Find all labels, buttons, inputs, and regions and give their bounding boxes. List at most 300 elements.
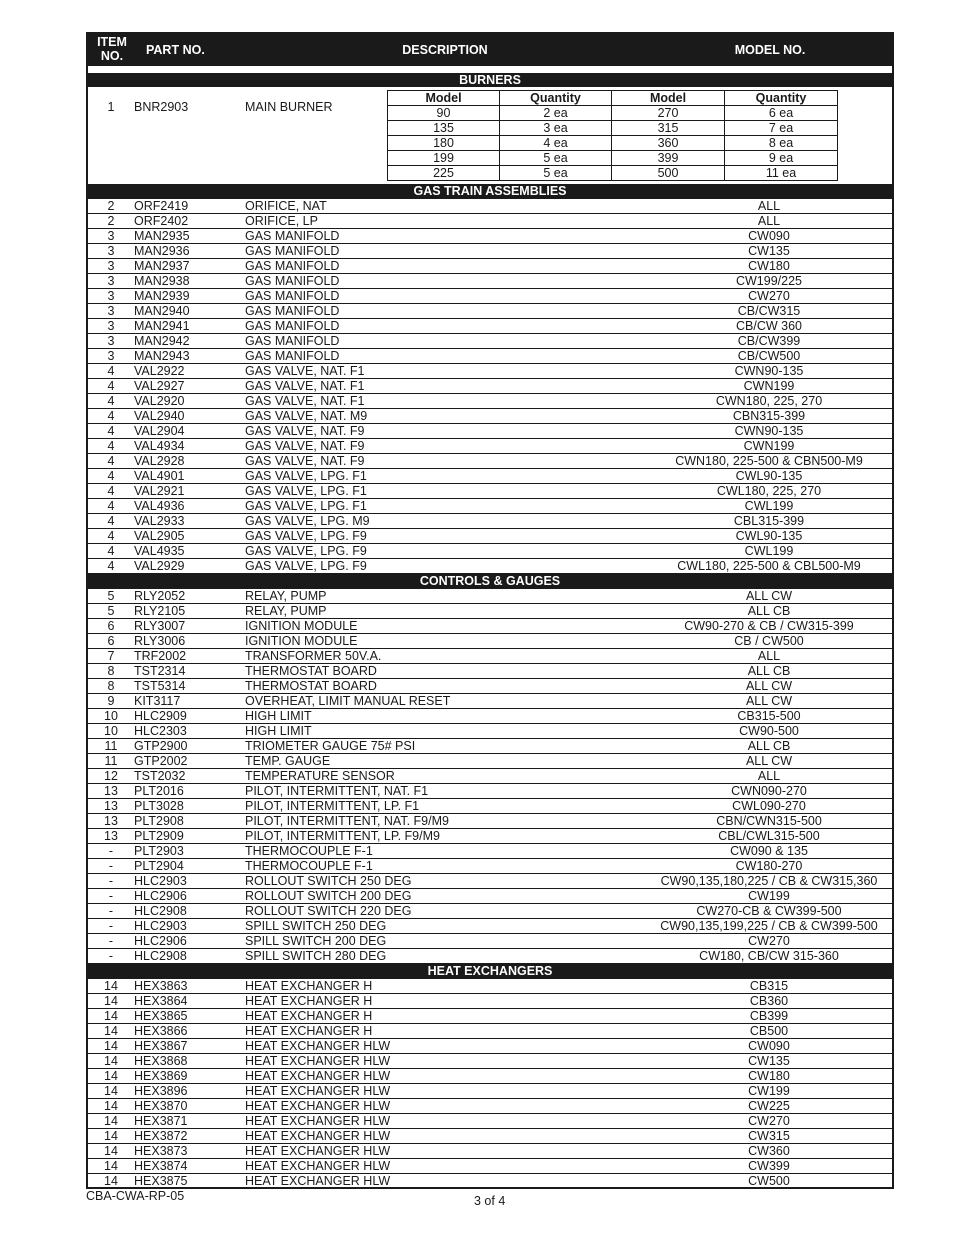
description: OVERHEAT, LIMIT MANUAL RESET <box>245 694 451 708</box>
table-row <box>88 649 892 664</box>
burner-table-row <box>388 166 838 181</box>
description: HEAT EXCHANGER H <box>245 1009 373 1023</box>
description: ORIFICE, LP <box>245 214 318 228</box>
description: THERMOSTAT BOARD <box>245 664 377 678</box>
item-no: 11 <box>104 739 118 753</box>
description: TRANSFORMER 50V.A. <box>245 649 382 663</box>
part-no: VAL2933 <box>134 514 185 528</box>
burner-table-row <box>388 106 838 121</box>
description: HEAT EXCHANGER HLW <box>245 1069 391 1083</box>
table-row <box>88 319 892 334</box>
item-no: - <box>108 919 114 933</box>
item-no: 14 <box>104 979 118 993</box>
part-no: HEX3868 <box>134 1054 188 1068</box>
burner-table-row <box>388 151 838 166</box>
part-no: TST2032 <box>134 769 186 783</box>
model-no: CWL199 <box>744 499 794 513</box>
table-row <box>88 799 892 814</box>
document-id: CBA-CWA-RP-05 <box>86 1189 185 1203</box>
part-no: HEX3896 <box>134 1084 188 1098</box>
part-no: PLT2908 <box>134 814 184 828</box>
table-row <box>88 844 892 859</box>
table-row <box>88 274 892 289</box>
table-row <box>88 214 892 229</box>
item-no: 8 <box>107 664 115 678</box>
item-no: 4 <box>107 424 115 438</box>
table-row <box>88 379 892 394</box>
description: PILOT, INTERMITTENT, NAT. F9/M9 <box>245 814 449 828</box>
description: HIGH LIMIT <box>245 709 312 723</box>
item-no: 14 <box>104 1024 118 1038</box>
description: THERMOSTAT BOARD <box>245 679 377 693</box>
model-no: CBL315-399 <box>733 514 805 528</box>
table-row <box>88 634 892 649</box>
part-no: HLC2906 <box>134 889 187 903</box>
part-no: VAL2922 <box>134 364 185 378</box>
burner-table-cell: 360 <box>612 136 725 151</box>
item-no: 13 <box>104 829 118 843</box>
model-no: ALL CB <box>747 664 791 678</box>
model-no: CW180-270 <box>735 859 803 873</box>
item-no: - <box>108 949 114 963</box>
part-no: MAN2937 <box>134 259 190 273</box>
item-no: 4 <box>107 544 115 558</box>
burner-table-cell: 9 ea <box>725 151 838 166</box>
item-no: 3 <box>107 229 115 243</box>
item-no: 2 <box>107 199 115 213</box>
description: PILOT, INTERMITTENT, LP. F1 <box>245 799 420 813</box>
model-no: CW090 & 135 <box>730 844 808 858</box>
model-no: CWL90-135 <box>735 529 803 543</box>
page-number: 3 of 4 <box>474 1194 506 1208</box>
description: GAS MANIFOLD <box>245 274 340 288</box>
item-no: 3 <box>107 274 115 288</box>
table-row <box>88 754 892 769</box>
part-no: HLC2909 <box>134 709 187 723</box>
description: GAS VALVE, NAT. F9 <box>245 439 365 453</box>
model-no: CW180 <box>748 1069 790 1083</box>
table-row <box>88 829 892 844</box>
section-title: CONTROLS & GAUGES <box>88 574 892 589</box>
part-no: PLT2016 <box>134 784 184 798</box>
table-row <box>88 589 892 604</box>
description: TRIOMETER GAUGE 75# PSI <box>245 739 416 753</box>
part-no: VAL2929 <box>134 559 185 573</box>
table-row <box>88 1039 892 1054</box>
table-row <box>88 1099 892 1114</box>
item-no: 14 <box>104 1039 118 1053</box>
description: HEAT EXCHANGER HLW <box>245 1129 391 1143</box>
part-no: MAN2942 <box>134 334 190 348</box>
item-no: 3 <box>107 244 115 258</box>
model-no: CWN199 <box>743 439 795 453</box>
description: GAS VALVE, LPG. F1 <box>245 484 367 498</box>
description: ROLLOUT SWITCH 200 DEG <box>245 889 412 903</box>
description: HEAT EXCHANGER HLW <box>245 1039 391 1053</box>
item-no: 4 <box>107 439 115 453</box>
burner-table-cell: 315 <box>612 121 725 136</box>
table-row <box>88 529 892 544</box>
item-no: 4 <box>107 364 115 378</box>
table-row <box>88 1054 892 1069</box>
part-no: TST2314 <box>134 664 186 678</box>
part-no: VAL2928 <box>134 454 185 468</box>
description: TEMP. GAUGE <box>245 754 331 768</box>
item-no: 7 <box>107 649 115 663</box>
table-row <box>88 904 892 919</box>
part-no: MAN2935 <box>134 229 190 243</box>
description: GAS MANIFOLD <box>245 289 340 303</box>
model-no: ALL <box>757 769 781 783</box>
model-no: CBN315-399 <box>732 409 806 423</box>
table-header <box>88 34 892 66</box>
burner-table-header: Quantity <box>725 91 838 106</box>
table-row <box>88 559 892 574</box>
description: GAS VALVE, LPG. F9 <box>245 529 367 543</box>
section-title-burners: BURNERS <box>88 73 892 87</box>
description: HEAT EXCHANGER HLW <box>245 1159 391 1173</box>
item-no: 4 <box>107 514 115 528</box>
table-row <box>88 859 892 874</box>
description: HEAT EXCHANGER H <box>245 1024 373 1038</box>
part-no: PLT2909 <box>134 829 184 843</box>
table-row <box>88 544 892 559</box>
item-no: 14 <box>104 994 118 1008</box>
table-row <box>88 994 892 1009</box>
description: PILOT, INTERMITTENT, NAT. F1 <box>245 784 429 798</box>
burner-table-cell: 180 <box>388 136 500 151</box>
description: GAS MANIFOLD <box>245 304 340 318</box>
table-row <box>88 499 892 514</box>
model-no: CB315-500 <box>737 709 801 723</box>
description: SPILL SWITCH 280 DEG <box>245 949 387 963</box>
item-no: 3 <box>107 349 115 363</box>
part-no: VAL4936 <box>134 499 185 513</box>
item-no: 4 <box>107 394 115 408</box>
description: GAS VALVE, NAT. F1 <box>245 394 365 408</box>
model-no: CWL199 <box>744 544 794 558</box>
model-no: CW90,135,199,225 / CB & CW399-500 <box>660 919 878 933</box>
burner-table-cell: 135 <box>388 121 500 136</box>
model-no: CB500 <box>749 1024 789 1038</box>
model-no: CW399 <box>748 1159 790 1173</box>
table-row <box>88 769 892 784</box>
model-no: CW135 <box>748 1054 790 1068</box>
model-no: CB315 <box>749 979 789 993</box>
table-row <box>88 724 892 739</box>
burner-table-cell: 4 ea <box>500 136 612 151</box>
item-no: 8 <box>107 679 115 693</box>
section-title: HEAT EXCHANGERS <box>88 964 892 979</box>
part-no: VAL2921 <box>134 484 185 498</box>
description: GAS MANIFOLD <box>245 319 340 333</box>
model-no: CW500 <box>748 1174 790 1188</box>
model-no: CB/CW 360 <box>736 319 802 333</box>
part-no: MAN2938 <box>134 274 190 288</box>
part-no: HEX3873 <box>134 1144 188 1158</box>
model-no: CW199 <box>748 1084 790 1098</box>
item-no: 12 <box>104 769 118 783</box>
part-no: HLC2908 <box>134 949 187 963</box>
header-item-no: ITEM NO. <box>97 35 127 63</box>
table-row <box>88 244 892 259</box>
model-no: CW90-500 <box>739 724 799 738</box>
burner-description: MAIN BURNER <box>245 100 333 114</box>
part-no: VAL4934 <box>134 439 185 453</box>
table-row <box>88 334 892 349</box>
part-no: RLY2052 <box>134 589 186 603</box>
table-row <box>88 289 892 304</box>
description: TEMPERATURE SENSOR <box>245 769 395 783</box>
table-row <box>88 739 892 754</box>
part-no: VAL2920 <box>134 394 185 408</box>
item-no: 4 <box>107 469 115 483</box>
table-row <box>88 1069 892 1084</box>
item-no: 14 <box>104 1054 118 1068</box>
table-row <box>88 469 892 484</box>
table-row <box>88 679 892 694</box>
description: GAS VALVE, NAT. F1 <box>245 379 365 393</box>
item-no: 9 <box>107 694 115 708</box>
description: THERMOCOUPLE F-1 <box>245 859 373 873</box>
burner-table-cell: 3 ea <box>500 121 612 136</box>
model-no: CW270 <box>748 1114 790 1128</box>
model-no: ALL CW <box>745 754 793 768</box>
table-row <box>88 514 892 529</box>
model-no: CWN199 <box>743 379 795 393</box>
description: HEAT EXCHANGER H <box>245 994 373 1008</box>
model-no: CB/CW315 <box>737 304 801 318</box>
model-no: CW225 <box>748 1099 790 1113</box>
model-no: CW090 <box>748 1039 790 1053</box>
part-no: RLY2105 <box>134 604 186 618</box>
table-row <box>88 1024 892 1039</box>
header-description: DESCRIPTION <box>402 43 488 57</box>
part-no: VAL2904 <box>134 424 185 438</box>
item-no: 10 <box>104 724 118 738</box>
burner-table-cell: 500 <box>612 166 725 181</box>
table-row <box>88 709 892 724</box>
burner-item-no: 1 <box>107 100 115 114</box>
description: GAS MANIFOLD <box>245 259 340 273</box>
description: HEAT EXCHANGER H <box>245 979 373 993</box>
part-no: VAL2927 <box>134 379 185 393</box>
part-no: GTP2900 <box>134 739 188 753</box>
part-no: PLT3028 <box>134 799 184 813</box>
item-no: 4 <box>107 529 115 543</box>
part-no: HEX3870 <box>134 1099 188 1113</box>
model-no: ALL CW <box>745 694 793 708</box>
burner-table-cell: 399 <box>612 151 725 166</box>
model-no: ALL <box>757 649 781 663</box>
item-no: 4 <box>107 484 115 498</box>
item-no: 3 <box>107 304 115 318</box>
description: GAS MANIFOLD <box>245 334 340 348</box>
description: IGNITION MODULE <box>245 634 358 648</box>
item-no: 14 <box>104 1114 118 1128</box>
header-part-no: PART NO. <box>146 43 205 57</box>
model-no: ALL <box>757 214 781 228</box>
description: GAS VALVE, LPG. F9 <box>245 559 367 573</box>
part-no: VAL2905 <box>134 529 185 543</box>
item-no: 4 <box>107 409 115 423</box>
table-row <box>88 934 892 949</box>
header-model-no: MODEL NO. <box>734 43 806 57</box>
description: THERMOCOUPLE F-1 <box>245 844 373 858</box>
part-no: HEX3865 <box>134 1009 188 1023</box>
part-no: HLC2903 <box>134 919 187 933</box>
table-row <box>88 364 892 379</box>
table-row <box>88 199 892 214</box>
model-no: CW90,135,180,225 / CB & CW315,360 <box>660 874 878 888</box>
description: HEAT EXCHANGER HLW <box>245 1174 391 1188</box>
model-no: CWL180, 225-500 & CBL500-M9 <box>677 559 861 573</box>
item-no: 13 <box>104 799 118 813</box>
model-no: ALL CB <box>747 739 791 753</box>
description: GAS VALVE, NAT. M9 <box>245 409 368 423</box>
model-no: CW270 <box>748 289 790 303</box>
description: GAS VALVE, NAT. F1 <box>245 364 365 378</box>
model-no: CWN180, 225-500 & CBN500-M9 <box>675 454 863 468</box>
part-no: VAL2940 <box>134 409 185 423</box>
table-row <box>88 1084 892 1099</box>
table-row <box>88 424 892 439</box>
model-no: CW90-270 & CB / CW315-399 <box>684 619 854 633</box>
part-no: ORF2419 <box>134 199 189 213</box>
description: GAS VALVE, LPG. M9 <box>245 514 370 528</box>
model-no: CB360 <box>749 994 789 1008</box>
part-no: HEX3875 <box>134 1174 188 1188</box>
part-no: HLC2908 <box>134 904 187 918</box>
burner-table-cell: 5 ea <box>500 151 612 166</box>
item-no: 3 <box>107 259 115 273</box>
model-no: CWN090-270 <box>731 784 807 798</box>
burner-table-row <box>388 121 838 136</box>
description: GAS VALVE, NAT. F9 <box>245 424 365 438</box>
part-no: MAN2941 <box>134 319 190 333</box>
description: ROLLOUT SWITCH 250 DEG <box>245 874 412 888</box>
burner-table-cell: 225 <box>388 166 500 181</box>
model-no: ALL CB <box>747 604 791 618</box>
item-no: - <box>108 859 114 873</box>
item-no: 6 <box>107 634 115 648</box>
model-no: CWN90-135 <box>734 364 804 378</box>
description: GAS VALVE, LPG. F9 <box>245 544 367 558</box>
part-no: GTP2002 <box>134 754 188 768</box>
item-no: 11 <box>104 754 118 768</box>
burner-table-cell: 11 ea <box>725 166 838 181</box>
burner-part-no: BNR2903 <box>134 100 189 114</box>
part-no: MAN2936 <box>134 244 190 258</box>
description: RELAY, PUMP <box>245 604 327 618</box>
model-no: CB399 <box>749 1009 789 1023</box>
description: HEAT EXCHANGER HLW <box>245 1084 391 1098</box>
burner-table-cell: 199 <box>388 151 500 166</box>
item-no: 5 <box>107 604 115 618</box>
item-no: 4 <box>107 559 115 573</box>
burner-table-header: Model <box>612 91 725 106</box>
table-row <box>88 484 892 499</box>
burner-table-header: Quantity <box>500 91 612 106</box>
item-no: 14 <box>104 1084 118 1098</box>
table-row <box>88 394 892 409</box>
table-row <box>88 874 892 889</box>
model-no: CWL090-270 <box>732 799 806 813</box>
item-no: 6 <box>107 619 115 633</box>
item-no: 3 <box>107 319 115 333</box>
description: HEAT EXCHANGER HLW <box>245 1114 391 1128</box>
model-no: CBN/CWN315-500 <box>716 814 822 828</box>
item-no: 14 <box>104 1099 118 1113</box>
burner-table-cell: 2 ea <box>500 106 612 121</box>
item-no: 14 <box>104 1129 118 1143</box>
model-no: CW090 <box>748 229 790 243</box>
item-no: 4 <box>107 454 115 468</box>
section-title: GAS TRAIN ASSEMBLIES <box>88 184 892 199</box>
burner-table-cell: 8 ea <box>725 136 838 151</box>
item-no: 5 <box>107 589 115 603</box>
part-no: HEX3874 <box>134 1159 188 1173</box>
table-row <box>88 439 892 454</box>
part-no: VAL4901 <box>134 469 185 483</box>
table-row <box>88 694 892 709</box>
burner-table-cell: 5 ea <box>500 166 612 181</box>
item-no: - <box>108 889 114 903</box>
model-no: CW360 <box>748 1144 790 1158</box>
item-no: - <box>108 874 114 888</box>
part-no: ORF2402 <box>134 214 189 228</box>
table-row <box>88 1174 892 1189</box>
table-row <box>88 814 892 829</box>
table-row <box>88 409 892 424</box>
model-no: CW180 <box>748 259 790 273</box>
part-no: PLT2903 <box>134 844 184 858</box>
model-no: CW135 <box>748 244 790 258</box>
part-no: RLY3006 <box>134 634 186 648</box>
model-no: ALL CW <box>745 679 793 693</box>
parts-list-table <box>86 32 894 1189</box>
description: HEAT EXCHANGER HLW <box>245 1144 391 1158</box>
table-row <box>88 1009 892 1024</box>
part-no: HEX3866 <box>134 1024 188 1038</box>
item-no: - <box>108 904 114 918</box>
burner-table-cell: 7 ea <box>725 121 838 136</box>
description: GAS VALVE, NAT. F9 <box>245 454 365 468</box>
description: HEAT EXCHANGER HLW <box>245 1099 391 1113</box>
table-row <box>88 784 892 799</box>
item-no: - <box>108 844 114 858</box>
description: HEAT EXCHANGER HLW <box>245 1054 391 1068</box>
table-row <box>88 1159 892 1174</box>
model-no: CWN90-135 <box>734 424 804 438</box>
item-no: - <box>108 934 114 948</box>
model-no: CB / CW500 <box>734 634 804 648</box>
part-no: VAL4935 <box>134 544 185 558</box>
part-no: TST5314 <box>134 679 186 693</box>
part-no: TRF2002 <box>134 649 187 663</box>
burner-table-row <box>388 136 838 151</box>
table-row <box>88 889 892 904</box>
burner-table-body <box>388 106 838 181</box>
table-row <box>88 259 892 274</box>
description: PILOT, INTERMITTENT, LP. F9/M9 <box>245 829 440 843</box>
part-no: MAN2939 <box>134 289 190 303</box>
model-no: CW180, CB/CW 315-360 <box>699 949 839 963</box>
description: SPILL SWITCH 200 DEG <box>245 934 387 948</box>
part-no: HEX3869 <box>134 1069 188 1083</box>
table-row <box>88 619 892 634</box>
description: RELAY, PUMP <box>245 589 327 603</box>
